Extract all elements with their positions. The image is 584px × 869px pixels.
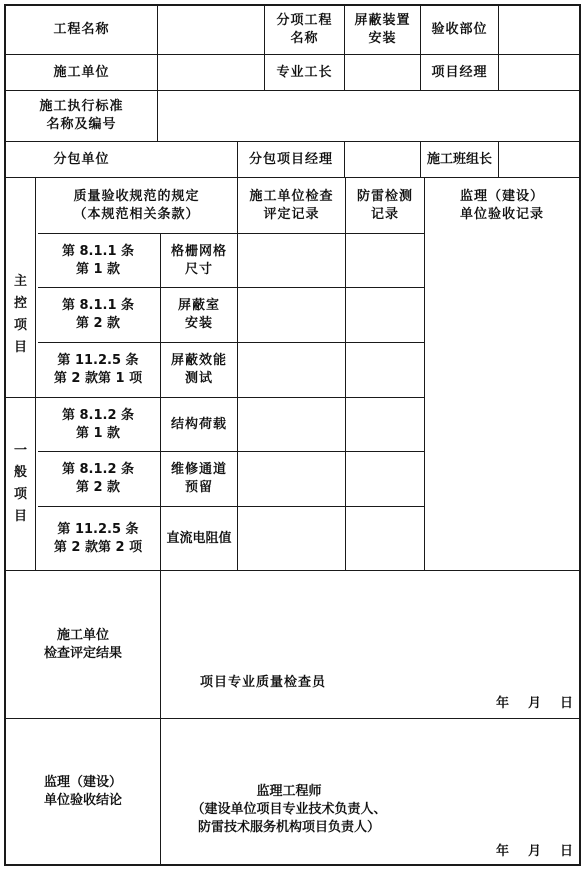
main-item-name: 屏蔽效能 测试: [170, 353, 227, 386]
standard-label: 施工执行标准 名称及编号: [39, 99, 124, 132]
project-manager-label: 项目经理: [431, 64, 488, 80]
sub-project-label: 分项工程 名称: [276, 13, 333, 46]
result-date: [478, 692, 574, 711]
general-items-label: 一 般 项 目: [13, 443, 27, 524]
general-item-clause: 第 8.1.2 条 第 1 款: [61, 407, 135, 441]
day-label: 日: [560, 844, 575, 859]
month-label: 月: [528, 844, 543, 859]
conclusion-label: 监理（建设） 单位验收结论: [43, 774, 122, 808]
spec-header: 质量验收规范的规定 （本规范相关条款）: [73, 188, 200, 222]
shield-device-label: 屏蔽装置 安装: [354, 13, 411, 46]
month-label: 月: [528, 696, 543, 711]
border-right: [579, 4, 581, 866]
year-label: 年: [496, 696, 511, 711]
rule: [345, 177, 346, 570]
main-item-clause: 第 8.1.1 条 第 2 款: [61, 298, 135, 331]
main-items-label: 主 控 项 目: [13, 274, 27, 355]
general-item-name: 维修通道 预留: [170, 462, 227, 495]
rule: [157, 4, 158, 141]
rule: [498, 141, 499, 177]
general-item-name: 直流电阻值: [166, 530, 232, 546]
supervision-record-header: 监理（建设） 单位验收记录: [459, 188, 544, 222]
main-item-name: 格栅网格 尺寸: [170, 243, 227, 277]
team-leader-label: 施工班组长: [426, 151, 492, 167]
check-record-header: 施工单位检查 评定记录: [249, 188, 334, 222]
acceptance-part-label: 验收部位: [431, 22, 488, 37]
conclusion-date: [478, 840, 574, 859]
year-label: 年: [496, 844, 511, 859]
general-item-name: 结构荷载: [170, 416, 227, 432]
border-bottom: [4, 864, 581, 866]
project-name-label: 工程名称: [53, 22, 110, 37]
rule: [237, 177, 238, 570]
subcontract-unit-label: 分包单位: [53, 151, 110, 167]
main-item-clause: 第 11.2.5 条 第 2 款第 1 项: [53, 353, 143, 386]
foreman-label: 专业工长: [276, 64, 333, 80]
rule: [344, 141, 345, 177]
result-label: 施工单位 检查评定结果: [43, 627, 122, 661]
rule: [424, 177, 425, 570]
general-item-clause: 第 11.2.5 条 第 2 款第 2 项: [53, 521, 143, 555]
inspector-label: 项目专业质量检查员: [200, 675, 327, 690]
supervisor-label: 监理工程师 （建设单位项目专业技术负责人、 防雷技术服务机构项目负责人）: [191, 784, 387, 835]
construction-unit-label: 施工单位: [53, 64, 110, 80]
general-item-clause: 第 8.1.2 条 第 2 款: [61, 462, 135, 495]
day-label: 日: [560, 696, 575, 711]
main-item-name: 屏蔽室 安装: [177, 298, 220, 331]
rule: [498, 4, 499, 91]
subcontract-manager-label: 分包项目经理: [248, 151, 333, 167]
rule: [160, 570, 161, 866]
lightning-record-header: 防雷检测 记录: [356, 188, 413, 222]
main-item-clause: 第 8.1.1 条 第 1 款: [61, 243, 135, 277]
